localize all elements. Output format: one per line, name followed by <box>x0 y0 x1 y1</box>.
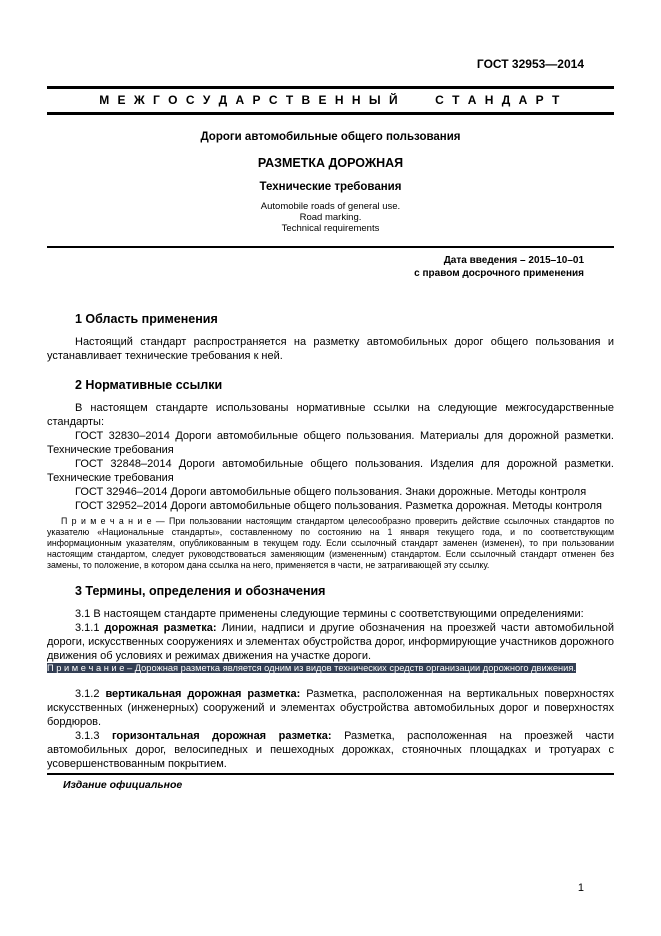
intro-rights-line: с правом досрочного применения <box>414 268 584 279</box>
section-2-heading: 2 Нормативные ссылки <box>75 378 223 392</box>
reference-gost-32830: ГОСТ 32830–2014 Дороги автомобильные общего пользования. Материалы для дорожной разметки. Технические требования <box>47 430 614 456</box>
reference-gost-32946: ГОСТ 32946–2014 Дороги автомобильные общего пользования. Знаки дорожные. Методы контроля <box>75 486 587 498</box>
term-definition-3-1-3 <box>47 729 614 771</box>
section-2-note: П р и м е ч а н и е — При пользовании настоящим стандартом целесообразно проверить действие ссылочных стандартов по указателю «Национальные стандарты», составленному по состоянию на 1 января текущего года, и по соответствующим информационным указателям, опубликованным в текущем году. Если ссылочный стандарт заменен (изменен), то при пользовании настоящим стандартом, следует руководствоваться заменяющим (измененным) стандартом. Если ссылочный стандарт отменен без замены, то положение, в котором дана ссылка на него, применяется в части, не затрагивающей эту ссылку. <box>47 516 614 570</box>
title-divider-rule <box>47 246 614 248</box>
reference-gost-32952: ГОСТ 32952–2014 Дороги автомобильные общего пользования. Разметка дорожная. Методы контроля <box>75 500 602 512</box>
document-title-group: Дороги автомобильные общего пользования <box>200 131 461 143</box>
section-2-intro-paragraph: В настоящем стандарте использованы нормативные ссылки на следующие межгосударственные стандарты: <box>47 402 614 428</box>
term-name: горизонтальная дорожная разметка: <box>111 729 332 742</box>
term-name: дорожная разметка: <box>104 622 217 634</box>
page-number: 1 <box>577 882 584 894</box>
document-title-main: РАЗМЕТКА ДОРОЖНАЯ <box>257 156 404 170</box>
standard-type-band <box>47 86 614 115</box>
selected-note-text: П р и м е ч а н и е – Дорожная разметка является одним из видов технических средств организации дорожного движения. <box>47 663 576 673</box>
intro-date-line: Дата введения – 2015–10–01 <box>443 255 584 266</box>
term-number: 3.1.2 <box>75 687 106 700</box>
title-english-block <box>47 201 614 234</box>
section-3-heading: 3 Термины, определения и обозначения <box>75 584 326 598</box>
document-subtitle: Технические требования <box>259 181 402 193</box>
section-1-paragraph: Настоящий стандарт распространяется на разметку автомобильных дорог общего пользования и устанавливает технические требования к ней. <box>47 336 614 362</box>
title-english-line-2: Road marking. <box>299 212 362 223</box>
term-3-1-1-note <box>47 663 614 675</box>
title-english-line-3: Technical requirements <box>281 223 380 234</box>
term-definition-3-1-1 <box>47 621 614 663</box>
footer-rule <box>47 773 614 775</box>
term-name: вертикальная дорожная разметка: <box>105 687 301 700</box>
title-english-line-1: Automobile roads of general use. <box>260 201 401 212</box>
term-number: 3.1.3 <box>75 729 112 742</box>
official-edition-label: Издание официальное <box>63 778 183 791</box>
section-1-heading: 1 Область применения <box>75 312 218 326</box>
term-number: 3.1.1 <box>75 622 105 634</box>
standard-number: ГОСТ 32953—2014 <box>476 57 584 71</box>
standard-type-text: М Е Ж Г О С У Д А Р С Т В Е Н Н Ы Й С Т А Н Д А Р Т <box>99 93 562 107</box>
term-text: Линии, надписи и другие обозначения на проезжей части автомобильной дороги, искусственных сооружениях и элементах обустройства дорог, информирующие участников дорожного движения об условиях и режимах движения на участке дороги. <box>47 622 614 662</box>
term-text: Разметка, расположенная на проезжей части автомобильных дорог, велосипедных и пешеходных дорожках, стояночных площадках и тротуарах с усовершенствованным покрытием. <box>47 729 614 770</box>
introduction-date-block <box>47 254 614 280</box>
reference-gost-32848: ГОСТ 32848–2014 Дороги автомобильные общего пользования. Изделия для дорожной разметки. Технические требования <box>47 458 614 484</box>
term-text: Разметка, расположенная на вертикальных поверхностях искусственных (инженерных) сооружений и элементах обустройства автомобильных дорог и поверхностях бордюров. <box>47 687 614 728</box>
terms-intro-paragraph: 3.1 В настоящем стандарте применены следующие термины с соответствующими определениями: <box>75 608 584 620</box>
term-definition-3-1-2 <box>47 687 614 729</box>
